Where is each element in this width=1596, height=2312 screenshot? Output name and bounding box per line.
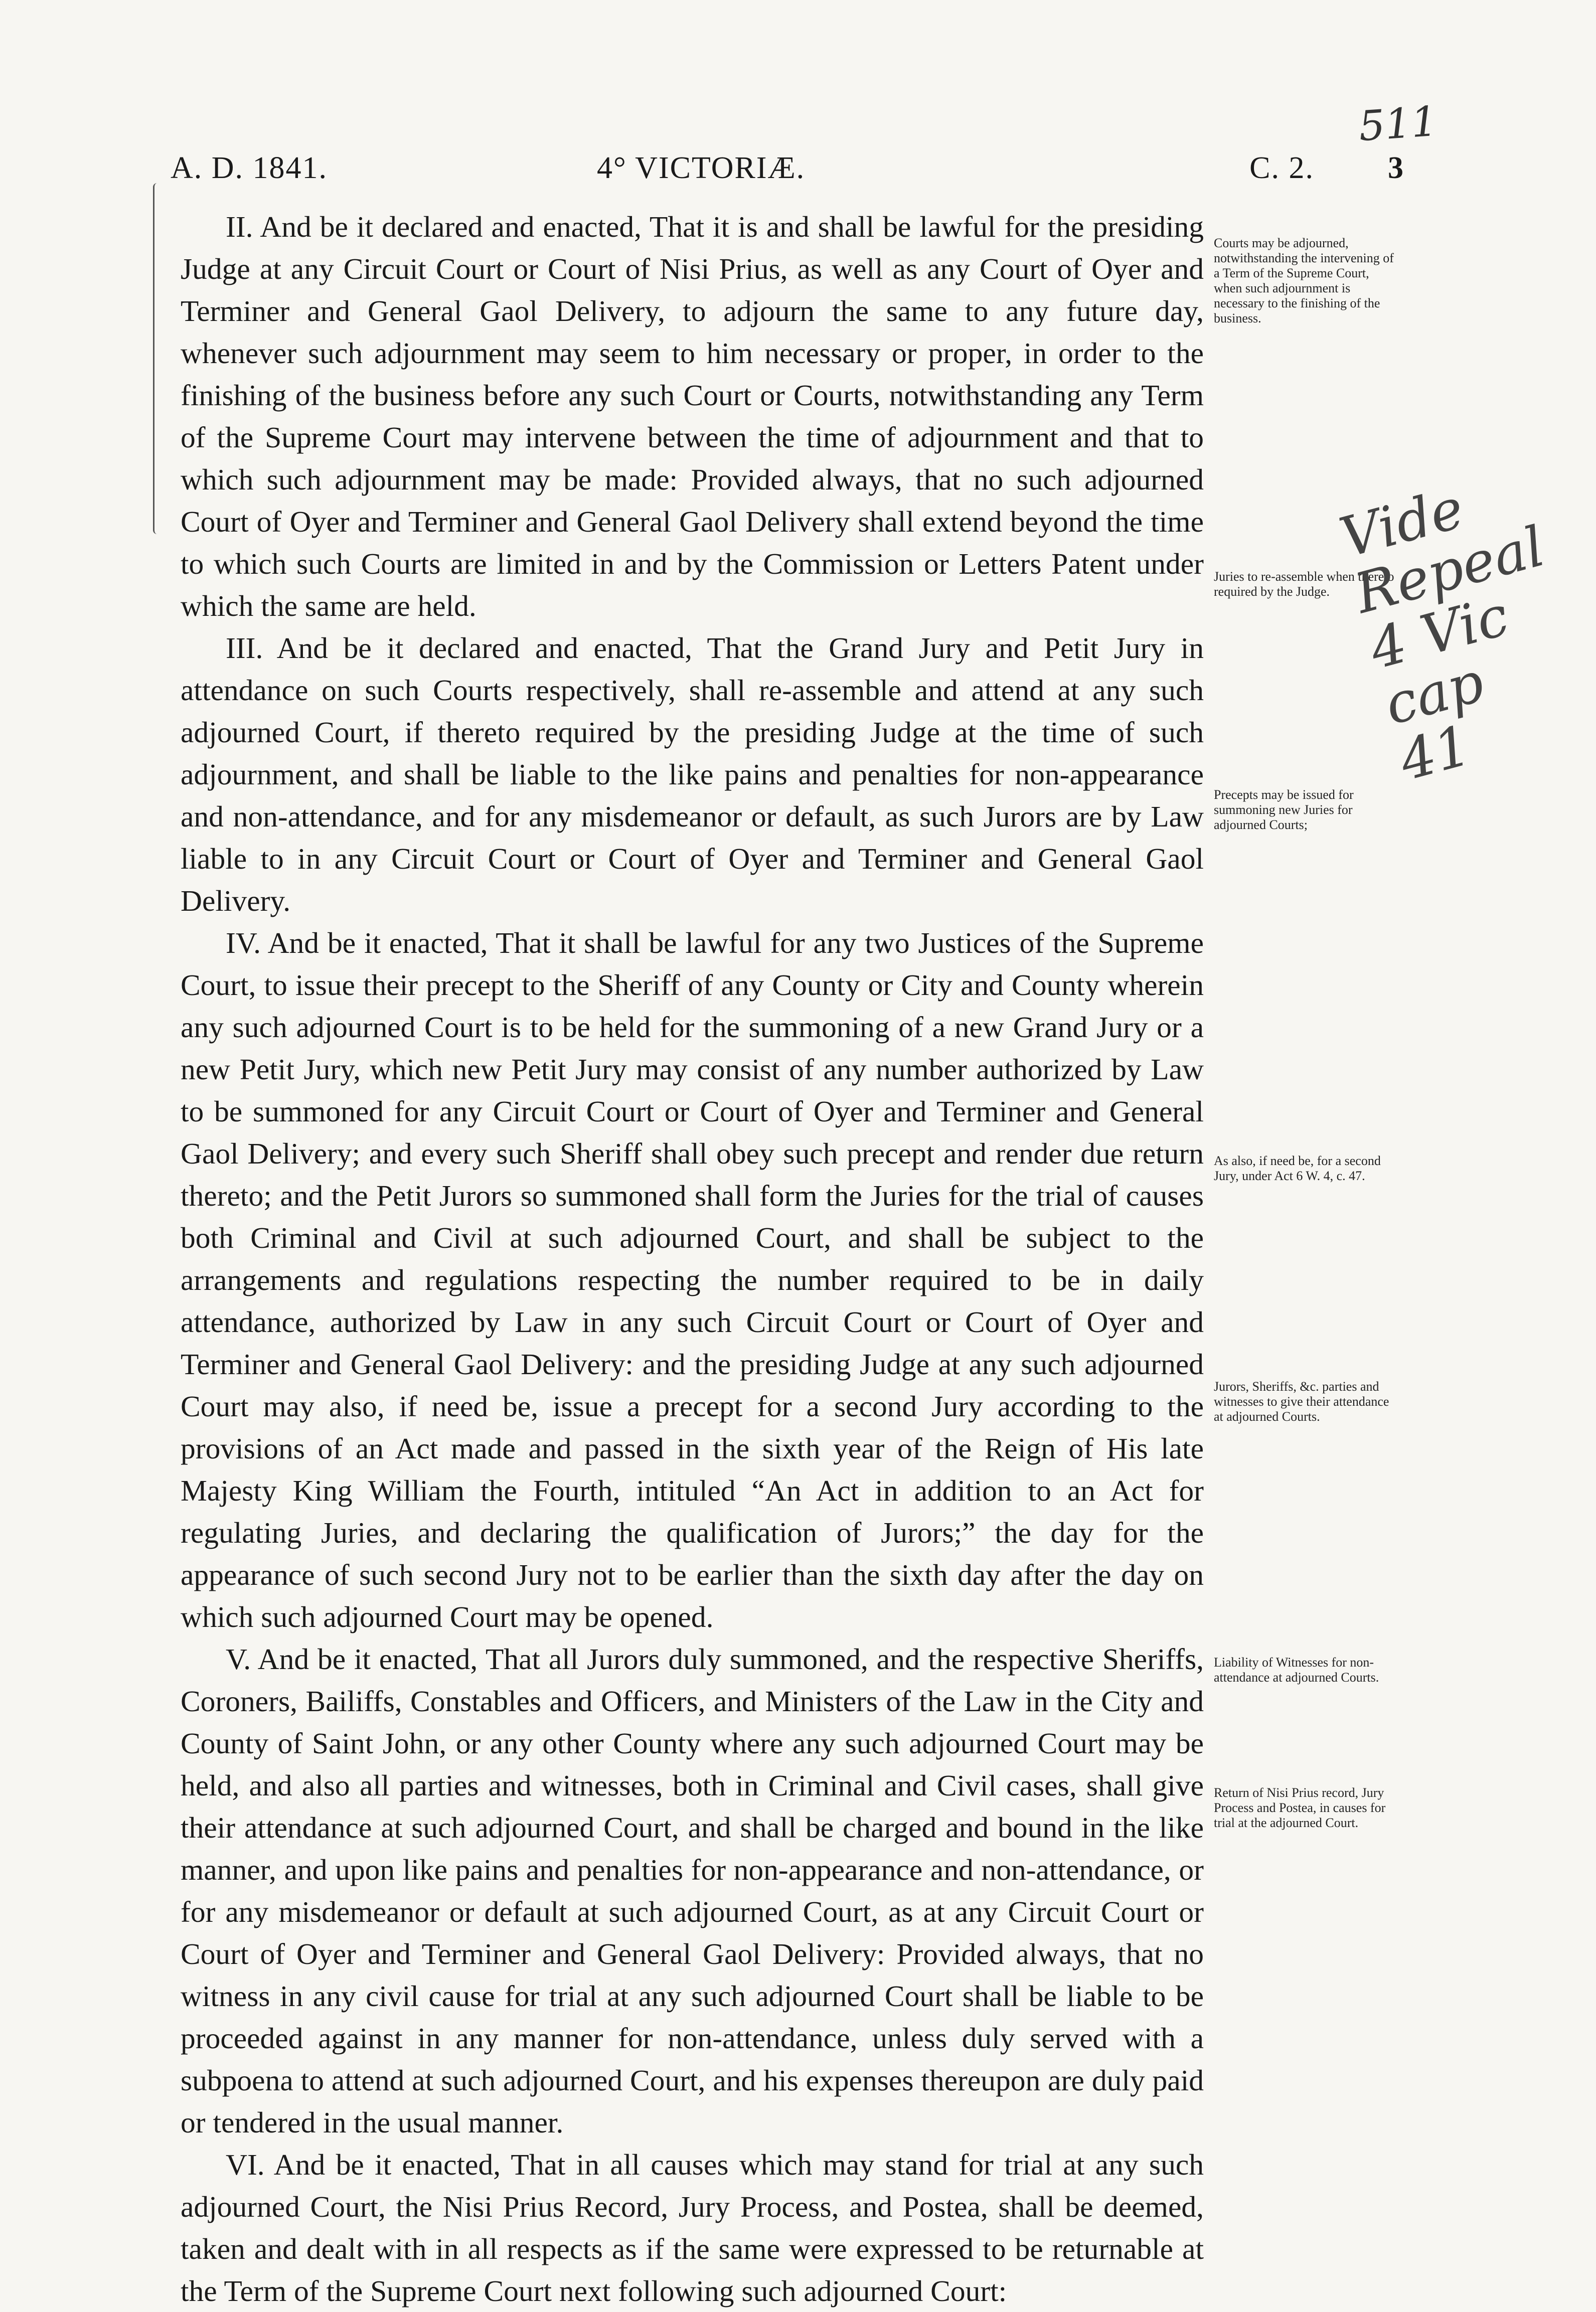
section-6: VI. And be it enacted, That in all causes which may stand for trial at any such adjourned Court, the Nisi Prius Record, Jury Process, and Postea, shall be deemed, taken and dealt with in all respects as if the same were expressed to be returnable at the Term of the Supreme Court next following such adjourned Court:	[181, 2148, 1204, 2307]
marginal-note-courts-adjourned: Courts may be adjourned, notwithstanding the intervening of a Term of the Supreme Court, when such adjournment is necessary to the finishing of the business.	[1214, 236, 1394, 325]
section-3: III. And be it declared and enacted, That the Grand Jury and Petit Jury in attendance on such Courts respectively, shall re-assemble and attend at any such adjourned Court, if thereto required by the presiding Judge at the time of such adjournment, and shall be liable to the like pains and penalties for non-appearance and non-attendance, and for any misdemeanor or default, as such Jurors are by Law liable to in any Circuit Court or Court of Oyer and Terminer and General Gaol Delivery.	[181, 631, 1204, 917]
statute-body	[181, 206, 1204, 2312]
header-year: A. D. 1841.	[171, 151, 328, 185]
header-page-number: 3	[1388, 151, 1404, 185]
marginal-note-witness-liability: Liability of Witnesses for non-attendance at adjourned Courts.	[1214, 1655, 1379, 1685]
marginal-note-juries-reassemble: Juries to re-assemble when thereto required by the Judge.	[1214, 569, 1394, 599]
marginal-note-precepts: Precepts may be issued for summoning new Juries for adjourned Courts;	[1214, 787, 1354, 832]
section-4: IV. And be it enacted, That it shall be lawful for any two Justices of the Supreme Court, to issue their precept to the Sheriff of any County or City and County wherein any such adjourned Court is to be held for the summoning of a new Grand Jury or a new Petit Jury, which new Petit Jury may consist of any number authorized by Law to be summoned for any Circuit Court or Court of Oyer and Terminer and General Gaol Delivery; and every such Sheriff shall obey such precept and render due return thereto; and the Petit Jurors so summoned shall form the Juries for the trial of causes both Criminal and Civil at such adjourned Court, and shall be subject to the arrangements and regulations respecting the number required to be in daily attendance, authorized by Law in any such Circuit Court or Court of Oyer and Terminer and General Gaol Delivery: and the presiding Judge at any such adjourned Court may also, if need be, issue a precept for a second Jury according to the provisions of an Act made and passed in the sixth year of the Reign of His late Majesty King William the Fourth, intituled “An Act in addition to an Act for regulating Juries, and declaring the qualification of Jurors;” the day for the appearance of such second Jury not to be earlier than the sixth day after the day on which such adjourned Court may be opened.	[181, 926, 1204, 1633]
header-reign: 4° VICTORIÆ.	[597, 151, 806, 185]
handwritten-page-number: 511	[1357, 97, 1440, 151]
header-chapter: C. 2.	[1249, 151, 1314, 185]
running-header	[171, 150, 1404, 191]
margin-bracket	[153, 183, 175, 534]
marginal-note-second-jury: As also, if need be, for a second Jury, under Act 6 W. 4, c. 47.	[1214, 1153, 1381, 1183]
marginal-note-nisi-prius-return: Return of Nisi Prius record, Jury Process and Postea, in causes for trial at the adjourned Court.	[1214, 1785, 1386, 1830]
section-5: V. And be it enacted, That all Jurors duly summoned, and the respective Sheriffs, Coroners, Bailiffs, Constables and Officers, and Ministers of the Law in the City and County of Saint John, or any other County where any such adjourned Court may be held, and also all parties and witnesses, both in Criminal and Civil cases, shall give their attendance at such adjourned Court, and shall be charged and bound in the like manner, and upon like pains and penalties for non-appearance and non-attendance, or for any misdemeanor or default at such adjourned Court, as at any Circuit Court or Court of Oyer and Terminer and General Gaol Delivery: Provided always, that no witness in any civil cause for trial at any such adjourned Court shall be liable to be proceeded against in any manner for non-attendance, unless duly served with a subpoena to attend at such adjourned Court, and his expenses thereupon are duly paid or tendered in the usual manner.	[181, 1642, 1204, 2139]
marginal-note-attendance: Jurors, Sheriffs, &c. parties and witnesses to give their attendance at adjourned Courts.	[1214, 1379, 1389, 1424]
section-2: II. And be it declared and enacted, That it is and shall be lawful for the presiding Judge at any Circuit Court or Court of Nisi Prius, as well as any Court of Oyer and Terminer and General Gaol Delivery, to adjourn the same to any future day, whenever such adjournment may seem to him necessary or proper, in order to the finishing of the business before any such Court or Courts, notwithstanding any Term of the Supreme Court may intervene between the time of adjournment and that to which such adjournment may be made: Provided always, that no such adjourned Court of Oyer and Terminer and General Gaol Delivery shall extend beyond the time to which such Courts are limited in and by the Commission or Letters Patent under which the same are held.	[181, 210, 1204, 622]
handwritten-repeal-note: Vide Repeal 4 Vic cap 41	[1333, 475, 1551, 793]
